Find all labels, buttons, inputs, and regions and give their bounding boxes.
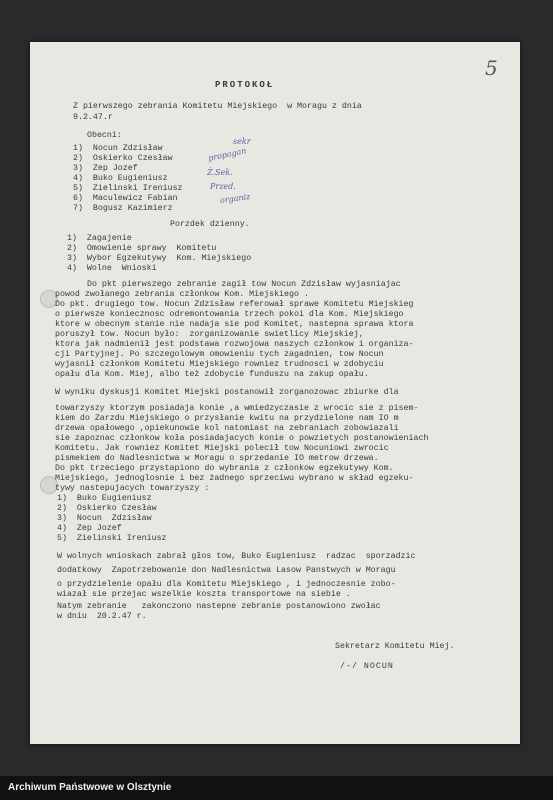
document-title: PROTOKOŁ [215,80,275,90]
body-line: opału dla Kom. Miej, albo też zdobycie funduszu na zakup opału. [55,370,369,379]
agenda-label: Porzdek dzienny. [170,220,250,229]
secretary-title: Sekretarz Komitetu Miej. [335,642,455,651]
member-item: 1) Nocun Zdzisław [73,144,163,153]
body-line: Do pkt pierwszego zebranie zagił tow Nocun Zdzisław wyjasniajac [87,280,401,289]
signature: /-/ NOCUN [340,662,394,671]
body-line: ktore w obecnym stanie nie nadaja sie pod Komitet, nastepna sprawa ktora [55,320,414,329]
member-item: 3) Zep Jozef [73,164,138,173]
body-line: tywy nastepujacych towarzyszy : [55,484,210,493]
body-line: o przydzielenie opału dla Komitetu Miejskiego , i jednoczesnie zobo- [57,580,396,589]
handwritten-note: sekr [233,137,251,146]
body-line: Natym zebranie zakonczono nastepne zebranie postanowiono zwołac [57,602,381,611]
body-line: pismekiem do Nadlesnictwa w Moragu o sprzedanie IO metrow drzewa. [55,454,379,463]
handwritten-note: organiz [219,191,251,206]
body-line: W wyniku dyskusji Komitet Miejski postanowił zorganozowac zbiurke dla [55,388,399,397]
agenda-item: 4) Wolne Wnioski [67,264,157,273]
body-line: Komitetu. Jak rowniez Komitet Miejski polecił tow Nocuniowi zwrocic [55,444,389,453]
elected-item: 3) Nocun Zdzisław [57,514,152,523]
body-line: poruszył tow. Nocun było: zorganizowanie swietlicy Miejskiej, [55,330,364,339]
elected-item: 5) Zielinski Ireniusz [57,534,167,543]
present-label: Obecni: [87,131,122,140]
body-line: Do pkt. drugiego tow. Nocun Zdzisław referował sprawe Komitetu Miejskieg [55,300,414,309]
member-item: 4) Buko Eugieniusz [73,174,168,183]
member-item: 6) Maculewicz Fabian [73,194,178,203]
agenda-item: 1) Zagajenie [67,234,132,243]
body-line: drzewa opałowego ,opiekunowie kol natomiast na zebraniach zobowiazali [55,424,399,433]
elected-item: 2) Oskierko Czesław [57,504,157,513]
protocol-text [30,42,520,744]
body-line: powod zwołanego zebrania członkow Kom. Miejskiego . [55,290,309,299]
body-line: o pierwsze koniecznosc odremontowania trzech pokoi dla Kom. Miejskiego [55,310,404,319]
page-number: 5 [485,56,498,80]
body-line: Do pkt trzeciego przystapiono do wybrania z członkow egzekutywy Kom. [55,464,394,473]
body-line: w dniu 20.2.47 r. [57,612,147,621]
handwritten-note: propagan [207,146,248,163]
member-item: 5) Zielinski Ireniusz [73,184,183,193]
document-page [30,42,520,744]
archive-footer: Archiwum Państwowe w Olsztynie [0,776,553,800]
handwritten-note: Przed. [210,182,236,191]
body-line: W wolnych wnioskach zabrał głos tow, Buko Eugieniusz radzac sporzadzic [57,552,416,561]
agenda-item: 2) Omowienie sprawy Komitetu [67,244,217,253]
intro-line: 9.2.47.r [73,113,113,122]
body-line: Miejskiego, jednoglosnie i bez żadnego sprzeciwu wybrano w skład egzeku- [55,474,414,483]
body-line: towarzyszy ktorzym posiadaja konie ,a wmiedzyczasie z wrocic sie z pisem- [55,404,419,413]
elected-item: 1) Buko Eugieniusz [57,494,152,503]
intro-line: Z pierwszego zebrania Komitetu Miejskiego w Moragu z dnia [73,102,362,111]
body-line: wyjasnił członkom Komitetu Miejskiego rowniez trudnosci w zdobyciu [55,360,384,369]
body-line: kiem do Zarzdu Miejskiego o przysłanie kwitu na przydzielone nam IO m [55,414,399,423]
body-line: ktora jak nadmienił jest podstawa rozwojowa naszych członkow i organiza- [55,340,414,349]
body-line: dodatkowy Zapotrzebowanie don Nadlesnictwa Lasow Panstwych w Moragu [57,566,396,575]
body-line: wiazał sie przejac wszelkie koszta transportowe na siebie . [57,590,351,599]
handwritten-note: Ż.Sek. [207,168,233,177]
elected-item: 4) Zep Jozef [57,524,122,533]
body-line: sie zapoznac członkow koła posiadajacych konie o powzietych postanowieniach [55,434,429,443]
body-line: cji Partyjnej. Po szczegolowym omowieniu tych zagadnien, tow Nocun [55,350,384,359]
agenda-item: 3) Wybor Egzekutywy Kom. Miejskiego [67,254,252,263]
member-item: 7) Bogusz Kazimierz [73,204,173,213]
member-item: 2) Oskierko Czesław [73,154,173,163]
